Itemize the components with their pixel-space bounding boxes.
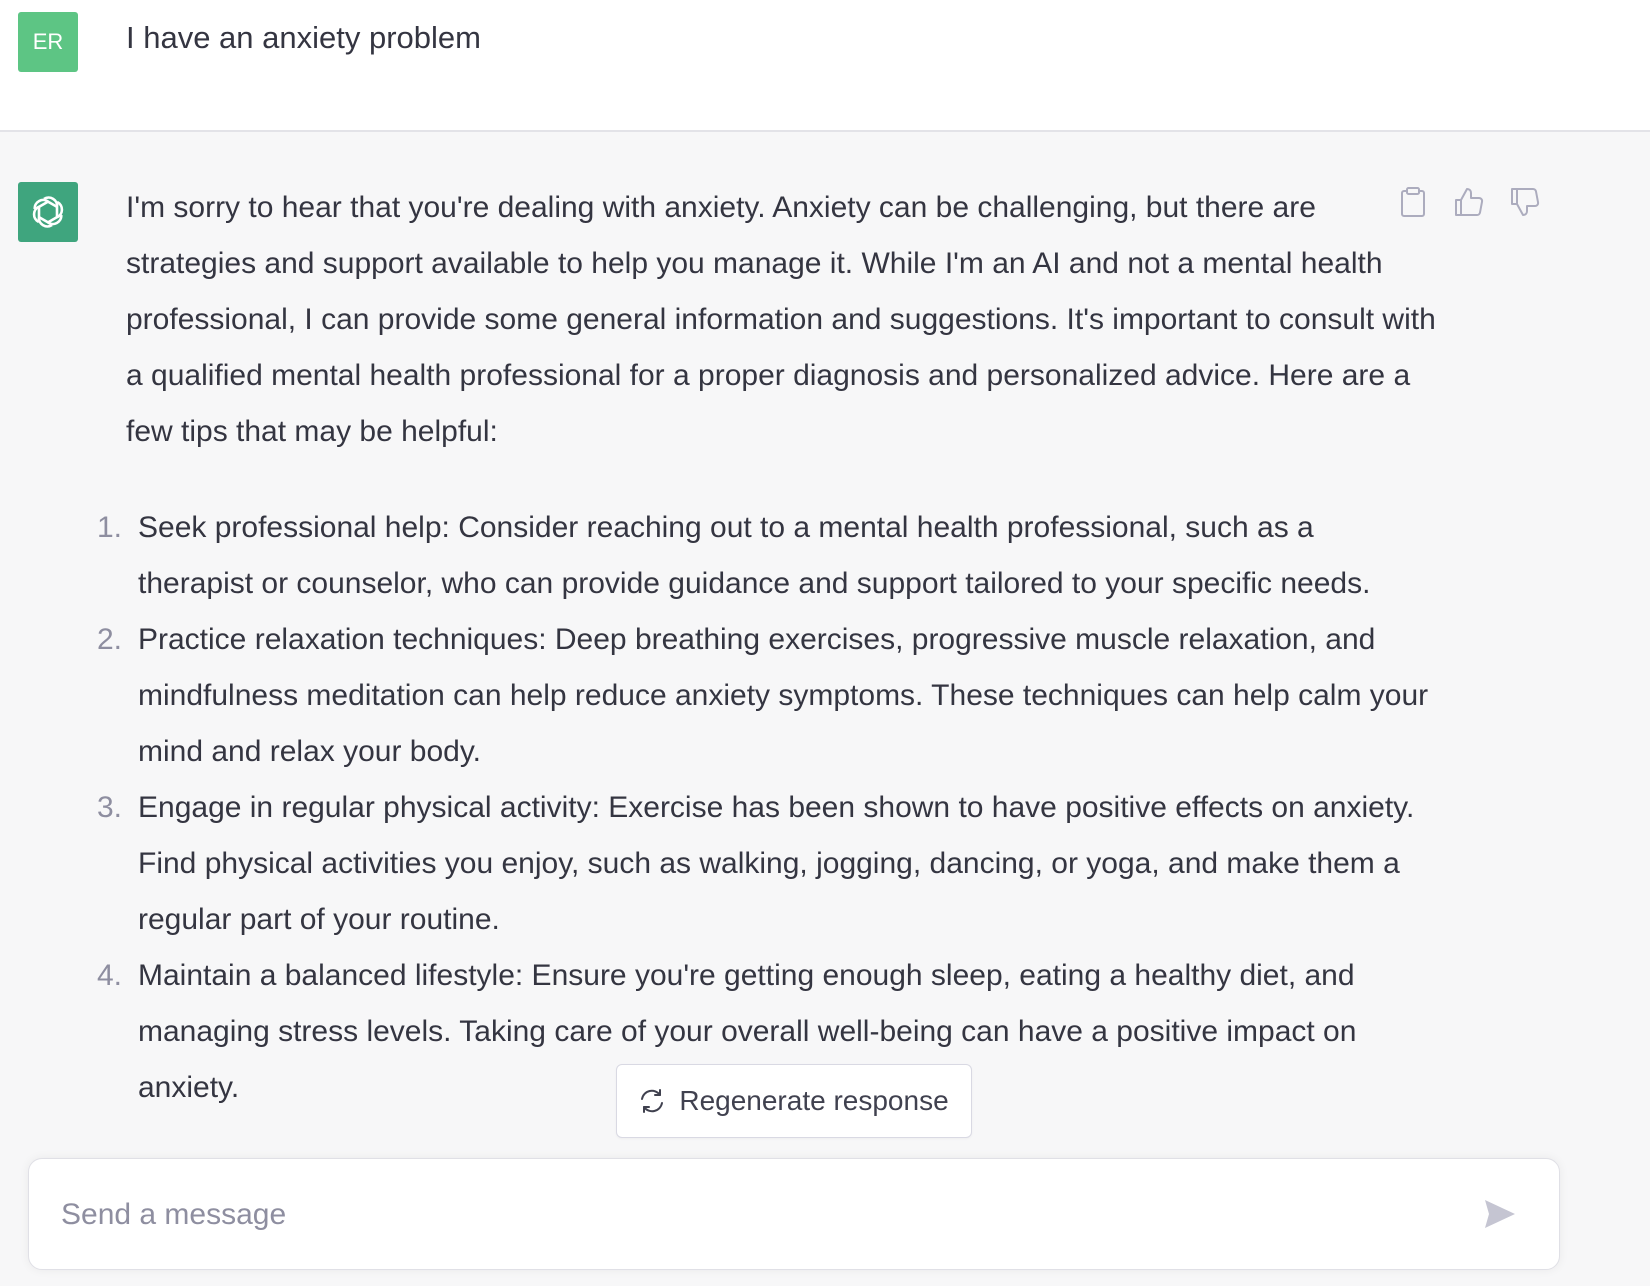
message-actions [1398, 186, 1540, 218]
list-item [96, 612, 1436, 780]
regenerate-response-button[interactable] [616, 1064, 972, 1138]
assistant-message-body [96, 180, 1436, 1116]
message-input[interactable] [59, 1159, 1463, 1271]
assistant-avatar [18, 182, 78, 242]
list-item [96, 500, 1436, 612]
thumbs-up-icon [1454, 187, 1484, 217]
tips-list [96, 500, 1436, 1116]
user-message-row [0, 0, 1650, 132]
list-item-number: 2. [96, 623, 122, 656]
assistant-intro-paragraph: I'm sorry to hear that you're dealing with anxiety. Anxiety can be challenging, but there are strategies and support available to help you manage it. While I'm an AI and not a mental health professional, I can provide some general information and suggestions. It's important to consult with a qualified mental health professional for a proper diagnosis and personalized advice. Here are a few tips that may be helpful: [126, 191, 1436, 448]
copy-button[interactable] [1398, 186, 1428, 218]
thumbs-down-icon [1510, 187, 1540, 217]
send-button[interactable] [1481, 1195, 1519, 1233]
clipboard-icon [1400, 187, 1426, 217]
list-item-number: 1. [96, 511, 122, 544]
list-item-number: 4. [96, 959, 122, 992]
list-item-number: 3. [96, 791, 122, 824]
thumbs-down-button[interactable] [1510, 186, 1540, 218]
list-item [96, 780, 1436, 948]
message-composer [28, 1158, 1560, 1270]
list-item-text: Practice relaxation techniques: Deep breathing exercises, progressive muscle relaxation, and mindfulness meditation can help reduce anxiety symptoms. These techniques can help calm your mind and relax your body. [138, 623, 1429, 768]
user-avatar: ER [18, 12, 78, 72]
list-item-text: Engage in regular physical activity: Exercise has been shown to have positive effects on anxiety. Find physical activities you enjoy, such as walking, jogging, dancing, or yoga, and make them a regular part of your routine. [138, 791, 1415, 936]
refresh-icon [639, 1088, 665, 1114]
send-icon [1483, 1197, 1517, 1231]
user-message-text: I have an anxiety problem [126, 20, 481, 55]
thumbs-up-button[interactable] [1454, 186, 1484, 218]
list-item-text: Maintain a balanced lifestyle: Ensure you're getting enough sleep, eating a healthy diet, and managing stress levels. Taking care of your overall well-being can have a positive impact on anxiety. [138, 959, 1357, 1104]
openai-logo-icon [28, 192, 68, 232]
list-item-text: Seek professional help: Consider reaching out to a mental health professional, such as a therapist or counselor, who can provide guidance and support tailored to your specific needs. [138, 511, 1371, 600]
regenerate-label: Regenerate response [679, 1085, 949, 1116]
